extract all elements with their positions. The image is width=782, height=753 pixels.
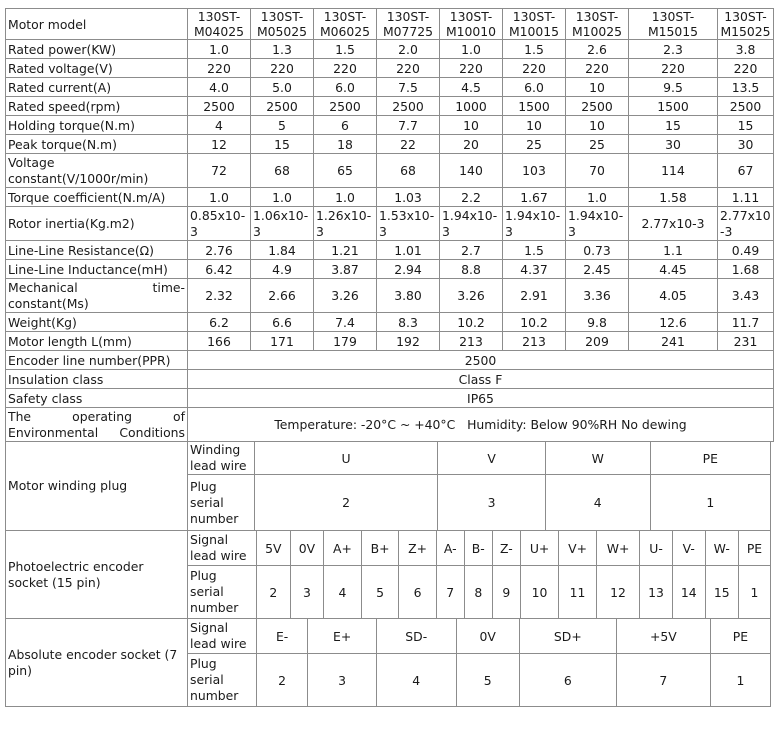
winding-wire-v: V [438,442,546,475]
spec-value: 1500 [503,97,566,116]
photoelectric-encoder-table [187,530,771,619]
spec-value: 4.45 [629,260,718,279]
winding-lead-wire-label: Winding lead wire [188,442,255,475]
spec-value: 1.84 [251,241,314,260]
spec-value: 5 [251,116,314,135]
spec-label: Line-Line Inductance(mH) [6,260,188,279]
spec-value: 1.1 [629,241,718,260]
spec-value: 30 [629,135,718,154]
spec-value: 9.5 [629,78,718,97]
spec-value: 213 [503,332,566,351]
spec-value: 213 [440,332,503,351]
spec-value: 166 [188,332,251,351]
spec-value: 70 [566,154,629,188]
pe-signal-12: V- [672,531,705,566]
spec-row [6,260,774,279]
spec-label: Holding torque(N.m) [6,116,188,135]
spec-label: Line-Line Resistance(Ω) [6,241,188,260]
spec-value: 220 [566,59,629,78]
spec-value: 220 [629,59,718,78]
spec-value: 0.73 [566,241,629,260]
ae-signal-2: SD- [376,619,456,654]
pe-signal-4: Z+ [399,531,437,566]
spec-value: 7.5 [377,78,440,97]
spec-value: 1.0 [314,188,377,207]
spec-value: 10.2 [440,313,503,332]
ae-signal-1: E+ [308,619,377,654]
pe-pin-0: 2 [257,566,291,619]
spec-label: Mechanical time-constant(Ms) [6,279,188,313]
spec-value: 6.0 [314,78,377,97]
spec-row [6,188,774,207]
spec-value: 1500 [629,97,718,116]
ae-pin-0: 2 [257,654,308,707]
spec-value: 3.80 [377,279,440,313]
spec-value: 6.0 [503,78,566,97]
pe-signal-3: B+ [361,531,399,566]
spec-label: Rotor inertia(Kg.m2) [6,207,188,241]
spec-row [6,332,774,351]
pe-signal-2: A+ [324,531,362,566]
spec-value: 18 [314,135,377,154]
common-label: Encoder line number(PPR) [6,351,188,370]
common-row [6,408,774,442]
spec-value: 4.9 [251,260,314,279]
spec-value: 10 [566,116,629,135]
pe-pin-2: 4 [324,566,362,619]
model-name-4: 130ST- M10010 [440,9,503,40]
spec-value: 220 [440,59,503,78]
spec-value: 0.49 [718,241,774,260]
model-name-3: 130ST- M07725 [377,9,440,40]
pe-pin-12: 14 [672,566,705,619]
ae-signal-6: PE [710,619,770,654]
spec-value: 3.36 [566,279,629,313]
spec-value: 6.42 [188,260,251,279]
common-label: Insulation class [6,370,188,389]
spec-value: 209 [566,332,629,351]
spec-value: 231 [718,332,774,351]
pe-pin-7: 9 [492,566,520,619]
spec-value: 11.7 [718,313,774,332]
spec-value: 1000 [440,97,503,116]
spec-value: 179 [314,332,377,351]
spec-value: 2500 [718,97,774,116]
pe-pin-4: 6 [399,566,437,619]
spec-value: 0.85x10-3 [188,207,251,241]
spec-value: 192 [377,332,440,351]
motor-winding-plug-label: Motor winding plug [5,441,188,531]
spec-value: 220 [503,59,566,78]
winding-wire-pe: PE [650,442,770,475]
pe-pin-3: 5 [361,566,399,619]
spec-table [5,8,774,442]
spec-value: 2.77x10-3 [629,207,718,241]
spec-value: 114 [629,154,718,188]
absolute-encoder-table [187,618,771,707]
motor-winding-plug-table [187,441,771,531]
spec-value: 1.94x10-3 [503,207,566,241]
pe-signal-1: 0V [290,531,324,566]
ae-signal-4: SD+ [519,619,616,654]
spec-row [6,116,774,135]
winding-pin-w: 4 [545,475,650,531]
spec-value: 10 [566,78,629,97]
plug-serial-number-label: Plug serial number [188,654,257,707]
spec-value: 140 [440,154,503,188]
spec-value: 2500 [377,97,440,116]
pe-signal-5: A- [436,531,464,566]
model-name-1: 130ST- M05025 [251,9,314,40]
winding-pin-v: 3 [438,475,546,531]
spec-value: 1.58 [629,188,718,207]
ae-signal-5: +5V [616,619,710,654]
spec-label: Rated power(KW) [6,40,188,59]
common-label: Safety class [6,389,188,408]
spec-value: 220 [377,59,440,78]
spec-value: 1.0 [188,40,251,59]
spec-value: 3.87 [314,260,377,279]
ae-signal-3: 0V [456,619,519,654]
pe-pin-6: 8 [464,566,492,619]
spec-value: 4.0 [188,78,251,97]
common-label: The operating of Environmental Conditions [6,408,188,442]
spec-value: 8.8 [440,260,503,279]
pe-pin-9: 11 [559,566,597,619]
pe-pin-5: 7 [436,566,464,619]
spec-label: Peak torque(N.m) [6,135,188,154]
plug-serial-number-label: Plug serial number [188,566,257,619]
pe-pin-11: 13 [640,566,673,619]
spec-value: 1.94x10-3 [440,207,503,241]
spec-value: 2.91 [503,279,566,313]
spec-value: 13.5 [718,78,774,97]
winding-plug-serial-label: Plug serial number [188,475,255,531]
spec-value: 2.3 [629,40,718,59]
spec-row [6,313,774,332]
spec-value: 2500 [566,97,629,116]
pe-signal-0: 5V [257,531,291,566]
pe-pin-10: 12 [596,566,639,619]
spec-value: 2.76 [188,241,251,260]
spec-value: 103 [503,154,566,188]
spec-value: 10 [503,116,566,135]
spec-value: 25 [503,135,566,154]
common-row [6,351,774,370]
spec-value: 2.6 [566,40,629,59]
spec-value: 2.0 [377,40,440,59]
pe-signal-6: B- [464,531,492,566]
spec-value: 4 [188,116,251,135]
common-row [6,389,774,408]
spec-value: 1.0 [566,188,629,207]
pe-pin-13: 15 [705,566,738,619]
spec-value: 220 [314,59,377,78]
winding-pin-pe: 1 [650,475,770,531]
spec-value: 12 [188,135,251,154]
winding-wire-w: W [545,442,650,475]
spec-row [6,78,774,97]
spec-value: 1.67 [503,188,566,207]
spec-row [6,135,774,154]
spec-value: 9.8 [566,313,629,332]
spec-value: 6 [314,116,377,135]
spec-value: 1.5 [503,241,566,260]
spec-value: 2.32 [188,279,251,313]
spec-value: 241 [629,332,718,351]
model-name-7: 130ST- M15015 [629,9,718,40]
spec-value: 1.01 [377,241,440,260]
spec-label: Rated current(A) [6,78,188,97]
spec-value: 12.6 [629,313,718,332]
signal-lead-wire-label: Signal lead wire [188,619,257,654]
spec-value: 20 [440,135,503,154]
spec-value: 2.7 [440,241,503,260]
spec-value: 171 [251,332,314,351]
spec-value: 6.2 [188,313,251,332]
ae-pin-1: 3 [308,654,377,707]
header-row [6,9,774,40]
pe-signal-11: U- [640,531,673,566]
spec-row [6,279,774,313]
spec-value: 4.5 [440,78,503,97]
spec-value: 65 [314,154,377,188]
ae-pin-4: 6 [519,654,616,707]
pe-pin-8: 10 [520,566,558,619]
spec-value: 4.37 [503,260,566,279]
absolute-encoder-label: Absolute encoder socket (7 pin) [5,618,188,707]
pe-signal-14: PE [738,531,770,566]
spec-value: 1.06x10-3 [251,207,314,241]
spec-value: 8.3 [377,313,440,332]
spec-label: Voltage constant(V/1000r/min) [6,154,188,188]
pe-signal-7: Z- [492,531,520,566]
spec-row [6,154,774,188]
spec-value: 1.03 [377,188,440,207]
pe-pin-14: 1 [738,566,770,619]
spec-value: 72 [188,154,251,188]
spec-value: 1.94x10-3 [566,207,629,241]
winding-wire-u: U [254,442,437,475]
common-value: 2500 [188,351,774,370]
spec-value: 1.5 [503,40,566,59]
spec-value: 1.5 [314,40,377,59]
spec-value: 1.11 [718,188,774,207]
spec-value: 1.26x10-3 [314,207,377,241]
spec-value: 220 [718,59,774,78]
spec-value: 4.05 [629,279,718,313]
spec-label: Rated voltage(V) [6,59,188,78]
spec-value: 68 [251,154,314,188]
spec-row [6,207,774,241]
spec-value: 2.77x10-3 [718,207,774,241]
spec-value: 5.0 [251,78,314,97]
spec-row [6,59,774,78]
spec-value: 2.45 [566,260,629,279]
ae-pin-5: 7 [616,654,710,707]
spec-label: Weight(Kg) [6,313,188,332]
pe-signal-10: W+ [596,531,639,566]
spec-value: 220 [188,59,251,78]
spec-value: 1.53x10-3 [377,207,440,241]
motor-model-label: Motor model [6,9,188,40]
spec-value: 2.2 [440,188,503,207]
model-name-8: 130ST- M15025 [718,9,774,40]
ae-signal-0: E- [257,619,308,654]
spec-value: 2500 [251,97,314,116]
common-row [6,370,774,389]
spec-value: 3.8 [718,40,774,59]
spec-value: 7.7 [377,116,440,135]
spec-value: 3.43 [718,279,774,313]
spec-label: Motor length L(mm) [6,332,188,351]
spec-value: 25 [566,135,629,154]
spec-value: 68 [377,154,440,188]
ae-pin-3: 5 [456,654,519,707]
spec-value: 15 [251,135,314,154]
signal-lead-wire-label: Signal lead wire [188,531,257,566]
spec-value: 1.0 [440,40,503,59]
spec-value: 15 [718,116,774,135]
spec-label: Rated speed(rpm) [6,97,188,116]
common-value: Temperature: -20°C ~ +40°C Humidity: Below 90%RH No dewing [188,408,774,442]
spec-row [6,97,774,116]
spec-row [6,40,774,59]
model-name-5: 130ST- M10015 [503,9,566,40]
ae-pin-2: 4 [376,654,456,707]
spec-value: 67 [718,154,774,188]
pe-signal-13: W- [705,531,738,566]
model-name-6: 130ST- M10025 [566,9,629,40]
model-name-0: 130ST- M04025 [188,9,251,40]
spec-value: 2.94 [377,260,440,279]
spec-value: 1.0 [251,188,314,207]
spec-row [6,241,774,260]
winding-pin-u: 2 [254,475,437,531]
spec-value: 220 [251,59,314,78]
spec-value: 1.3 [251,40,314,59]
spec-value: 3.26 [440,279,503,313]
spec-value: 2500 [314,97,377,116]
spec-value: 15 [629,116,718,135]
spec-value: 2.66 [251,279,314,313]
photoelectric-encoder-label: Photoelectric encoder socket (15 pin) [5,530,188,619]
pe-pin-1: 3 [290,566,324,619]
common-value: Class F [188,370,774,389]
pe-signal-9: V+ [559,531,597,566]
spec-value: 3.26 [314,279,377,313]
spec-value: 10.2 [503,313,566,332]
spec-value: 30 [718,135,774,154]
spec-value: 1.0 [188,188,251,207]
spec-value: 1.68 [718,260,774,279]
spec-label: Torque coefficient(N.m/A) [6,188,188,207]
spec-value: 6.6 [251,313,314,332]
spec-value: 22 [377,135,440,154]
spec-value: 1.21 [314,241,377,260]
spec-value: 7.4 [314,313,377,332]
common-value: IP65 [188,389,774,408]
model-name-2: 130ST- M06025 [314,9,377,40]
pe-signal-8: U+ [520,531,558,566]
ae-pin-6: 1 [710,654,770,707]
spec-value: 10 [440,116,503,135]
spec-value: 2500 [188,97,251,116]
